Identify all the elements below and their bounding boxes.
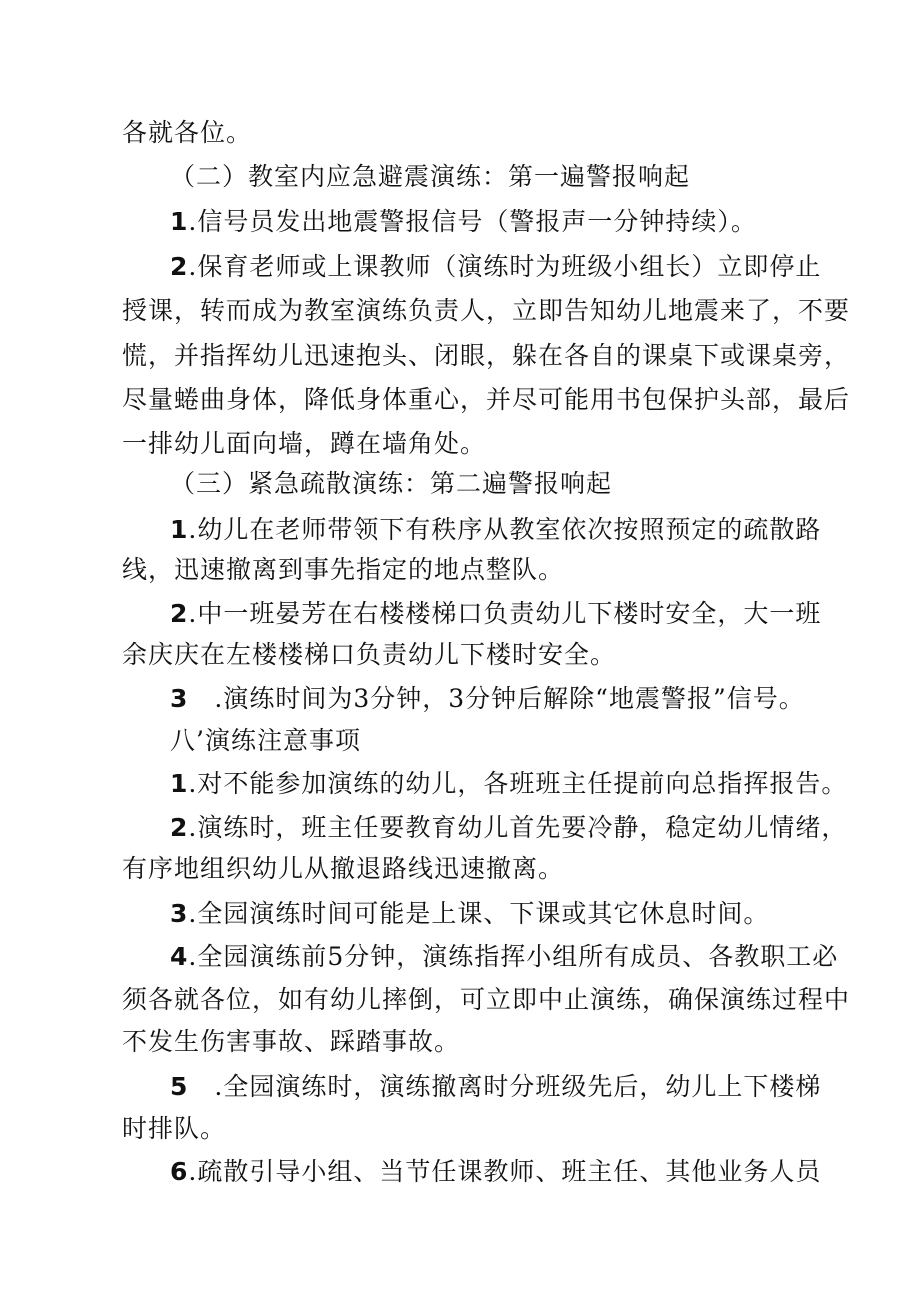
line-text: 授课，转而成为教室演练负责人，立即告知幼儿地震来了，不要 [122,296,851,325]
paragraph-line [122,383,850,417]
item-text: .对不能参加演练的幼儿，各班班主任提前向总指挥报告。 [188,769,848,798]
line-text: 余庆庆在左楼楼梯口负责幼儿下楼时安全。 [122,640,617,669]
paragraph-line [122,983,850,1017]
section-heading [170,160,690,194]
list-item [170,1070,821,1104]
item-text: .疏散引导小组、当节任课教师、班主任、其他业务人员 [188,1157,822,1186]
line-text: 不发生伤害事故、踩踏事故。 [122,1027,461,1056]
paragraph-line [122,116,252,150]
item-number: 4 [170,942,189,971]
paragraph-line [122,427,486,461]
item-number: 1 [170,207,189,236]
item-number: 2 [170,252,189,281]
paragraph-line [122,339,850,373]
item-text: .演练时间为3分钟，3分钟后解除“地震警报”信号。 [214,684,805,713]
line-text: 有序地组织幼儿从撤退路线迅速撤离。 [122,854,565,883]
item-text: .全园演练时，演练撤离时分班级先后，幼儿上下楼梯 [214,1072,822,1101]
item-text: .全园演练前5分钟，演练指挥小组所有成员、各教职工必 [188,942,839,971]
line-text: 线，迅速撤离到事先指定的地点整队。 [122,555,565,584]
list-item [170,513,821,547]
paragraph-line [122,294,850,328]
list-item [170,1155,821,1189]
paragraph-line [122,852,564,886]
heading-text: （二）教室内应急避震演练：第一遍警报响起 [170,162,691,191]
paragraph-line [122,638,616,672]
list-item [170,897,769,931]
paragraph-line [122,1025,460,1059]
line-text: 一排幼儿面向墙，蹲在墙角处。 [122,429,487,458]
list-item [170,682,805,716]
line-text: 时排队。 [122,1114,227,1143]
line-text: 慌，并指挥幼儿迅速抱头、闭眼，躲在各自的课桌下或课桌旁， [122,341,851,370]
item-text: .幼儿在老师带领下有秩序从教室依次按照预定的疏散路 [188,515,822,544]
section-heading [170,467,612,501]
line-text: 须各就各位，如有幼儿摔倒，可立即中止演练，确保演练过程中 [122,985,851,1014]
list-item [170,205,757,239]
list-item [170,767,847,801]
item-number: 3 [170,684,189,713]
item-number: 2 [170,599,189,628]
item-number: 1 [170,769,189,798]
line-text: 各就各位。 [122,118,253,147]
item-text: .中一班晏芳在右楼楼梯口负责幼儿下楼时安全，大一班 [188,599,822,628]
list-item [170,940,838,974]
heading-text: 八’演练注意事项 [170,726,361,755]
item-text: .演练时，班主任要教育幼儿首先要冷静，稳定幼儿情绪， [188,813,848,842]
list-item [170,811,847,845]
item-number: 1 [170,515,189,544]
line-text: 尽量蜷曲身体，降低身体重心，并尽可能用书包保护头部，最后 [122,385,851,414]
heading-text: （三）紧急疏散演练：第二遍警报响起 [170,469,613,498]
item-number: 2 [170,813,189,842]
list-item [170,597,821,631]
list-item [170,250,821,284]
paragraph-line [122,553,564,587]
item-number: 5 [170,1072,189,1101]
paragraph-line [122,1112,226,1146]
item-number: 6 [170,1157,189,1186]
section-heading [170,724,361,758]
item-text: .保育老师或上课教师（演练时为班级小组长）立即停止 [188,252,822,281]
item-text: .信号员发出地震警报信号（警报声一分钟持续）。 [188,207,757,236]
item-number: 3 [170,899,189,928]
item-text: .全园演练时间可能是上课、下课或其它休息时间。 [188,899,770,928]
